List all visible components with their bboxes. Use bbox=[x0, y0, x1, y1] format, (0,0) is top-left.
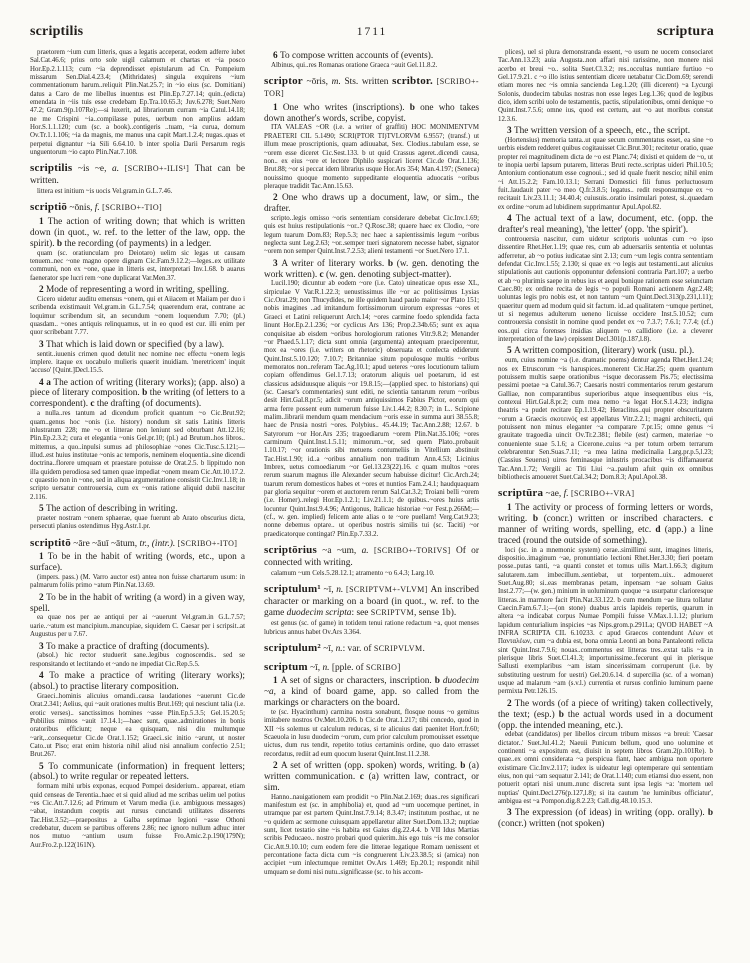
text-segment: scribtor. bbox=[392, 75, 433, 88]
text-segment: b bbox=[142, 388, 150, 399]
text-segment: ~a ~um, bbox=[316, 546, 362, 557]
text-segment: 4 bbox=[39, 671, 50, 682]
text-segment: The words (of a piece of writing) taken collectively, the text; (esp.) bbox=[498, 698, 713, 720]
text-segment: ~ī, bbox=[320, 584, 337, 595]
scriptio-sense-3 bbox=[30, 340, 245, 351]
scriptum-sense-1 bbox=[264, 676, 479, 709]
text-segment: [SCRIBO+-TORIVS] bbox=[368, 546, 456, 556]
text-segment: 6 bbox=[273, 51, 280, 61]
text-segment: That which is laid down or specified (by a law). bbox=[45, 339, 225, 350]
text-segment: b bbox=[56, 238, 65, 249]
text-segment: : var. of bbox=[342, 643, 374, 654]
scriptum-sense-2 bbox=[264, 761, 479, 794]
text-segment: A written composition, (literary) work (usu. pl.). bbox=[513, 346, 695, 357]
text-segment: the writing (of letters to a correspondent). bbox=[30, 388, 245, 410]
text-segment: ~āre ~āuī ~ātum, bbox=[70, 538, 140, 549]
text-segment: A set of signs or characters, inscription. bbox=[280, 676, 435, 687]
scriptito-sense-5 bbox=[30, 762, 245, 784]
text-segment: c bbox=[90, 399, 97, 410]
text-segment: 3 bbox=[507, 808, 515, 819]
text-segment: b bbox=[409, 102, 421, 113]
text-segment: The expression (of ideas) in writing (opp. orally). bbox=[514, 808, 708, 819]
text-segment: (app.) a line traced (round the outside of something). bbox=[498, 524, 713, 546]
text-segment: The actual text of a law, document, etc. (opp. the drafter's real meaning), 'the letter' (opp. 'the spirit'). bbox=[498, 214, 713, 235]
text-segment: 5 bbox=[507, 346, 514, 357]
text-segment: n. bbox=[322, 662, 330, 673]
text-segment: : see bbox=[351, 608, 371, 619]
text-segment: [SCRIBO+-TIO] bbox=[99, 203, 163, 213]
text-segment: a kind of board game, app. so called from the markings or characters on the board. bbox=[264, 687, 479, 709]
text-segment: b bbox=[707, 808, 713, 819]
running-head bbox=[30, 24, 714, 40]
column-right bbox=[498, 49, 713, 949]
text-segment: scriptum bbox=[264, 660, 308, 673]
entry-scriptum bbox=[264, 661, 479, 675]
text-segment: One who writes (inscriptions). bbox=[282, 102, 410, 113]
text-segment: To make a practice of writing (literary works); (absol.) to practise literary composition. bbox=[30, 671, 245, 692]
text-segment: n. bbox=[336, 584, 344, 595]
text-segment: Sts. written bbox=[340, 77, 393, 88]
text-segment: 3 bbox=[273, 258, 282, 269]
scriptum-sense-5 bbox=[498, 346, 713, 357]
text-segment: m. bbox=[331, 77, 341, 88]
text-segment: ~ōnis, bbox=[67, 203, 95, 214]
scriptio-sense-2-citations: Cicero uidetur auditu emensus ~onem, qui et Aiiacem et Maiiam per duo i scribenda existimauit Vel.gram.in G.L.7.54; quaerendum erat, contrane ac loquimur scribendum sit, an secundum ~onem loquendum 7.70; (pl.) quasdam.. ~ones antiquis relinquamus, ut in eo quod est cur. illi enim per quor scribebant 7.77. bbox=[30, 295, 245, 337]
entry-scriptorius bbox=[264, 544, 479, 570]
scriptura-sense-2 bbox=[498, 699, 713, 732]
text-columns bbox=[30, 49, 714, 949]
text-segment: [SCRIBO+-ITO] bbox=[175, 538, 238, 548]
text-segment: SCRIPTVM bbox=[370, 608, 414, 618]
scriptio-sense-2 bbox=[30, 285, 245, 296]
text-segment: f. bbox=[94, 203, 100, 214]
text-segment: , sense 1b). bbox=[413, 608, 457, 619]
scriptio-sense-5-citations: praeter nostram ~onem sphaerae, quae fuerunt ab Arato obscurius dicta, persecuti planius ostendimus Hyg.Astr.1.pr. bbox=[30, 514, 245, 531]
column-middle bbox=[264, 49, 479, 949]
text-segment: 1 bbox=[273, 102, 283, 113]
text-segment: 2 bbox=[273, 761, 281, 772]
running-head-left: scriptilis bbox=[30, 24, 84, 39]
text-segment: One who draws up a document, law, or sim., the drafter. bbox=[264, 193, 479, 215]
scriptito-sense-4-citations: Graeci..hominis alicuius ornandi..causa laudationes ~auerunt Cic.de Orat.2.341; Aelius, qui ~auit orationes multis Brut.169; qui nesciunt talia (i.e. erotic verses).. sanctissimos homines ~asse Plin.Ep.5.3.5; Gel.15.20.5; Publilius mimos ~auit 17.14.1;—haec sunt, quae..admirationes in bonis oratoribus efficiunt; neque ea quisquam, nisi diu multumque ~arit,..consequetur Cic.de Orat.1.152; Graeci..sic initio ~arunt, ut noster Cato..ut Piso; erat enim historia nihil aliud nisi annalium confectio 2.51; Brut.267. bbox=[30, 692, 245, 759]
scriptorius-citations: calamum ~um Cels.5.28.12.1; atramento ~o 6.4.3; Larg.10. bbox=[271, 569, 435, 577]
entry-scriptor bbox=[264, 75, 479, 101]
text-segment: ~ōris, bbox=[302, 77, 332, 88]
text-segment: ~ī, bbox=[320, 643, 336, 654]
text-segment: 3 bbox=[39, 339, 46, 350]
text-segment: ~ae, bbox=[543, 489, 564, 500]
text-segment: (concr.) written or inscribed characters. bbox=[543, 513, 709, 524]
text-segment: a. bbox=[361, 546, 369, 557]
text-segment: scriptūra bbox=[498, 487, 544, 500]
scriptito-sense-1-citations: (impers. pass.) (M. Varro auctor est) antea non fuisse chartarum usum: in palmarum foliis primo ~atum Plin.Nat.13.69. bbox=[30, 574, 245, 590]
text-segment: (w. gen. denoting the work written). bbox=[264, 258, 479, 280]
entry-scriptulum-2 bbox=[264, 642, 479, 656]
text-segment: the drafting (of documents). bbox=[96, 399, 202, 410]
text-segment: 1 bbox=[507, 503, 516, 514]
text-segment: Of or connected with writing. bbox=[264, 546, 479, 568]
text-segment: scriptōrius bbox=[264, 544, 317, 557]
text-segment: To compose written accounts of (events). bbox=[279, 51, 434, 61]
text-segment: (a) written law, contract, or sim. bbox=[264, 771, 479, 793]
text-segment: A writer of literary works. bbox=[281, 258, 388, 269]
scriptor-sense-3 bbox=[264, 259, 479, 281]
scriptio-sense-4 bbox=[30, 378, 245, 411]
text-segment: n. bbox=[335, 643, 343, 654]
scriptilis-citations: littera est initium ~is uocis Vel.gram.in G.L.7.46. bbox=[37, 187, 173, 195]
text-segment: scriptiō bbox=[30, 201, 68, 214]
text-segment: To be in the habit of writing (a word) in a given way, spell. bbox=[30, 592, 245, 614]
text-segment: A set of written (opp. spoken) words, writing. bbox=[280, 761, 461, 772]
text-segment: the actual words used in a document (opp. the intended meaning, etc.). bbox=[498, 709, 713, 731]
text-segment: scriptor bbox=[264, 75, 303, 88]
text-segment: 5 bbox=[39, 761, 49, 772]
text-segment: b bbox=[460, 761, 469, 772]
text-segment: An inscribed character or marking on a board (in quot., w. ref. to the game bbox=[264, 584, 479, 619]
scriptito-sense-3-citations: (absol.) hic rector studuerit sane..legibus cognoscendis.. sed se responsitando et lectitando et ~ando ne impediat Cic.Rep.5.5. bbox=[30, 652, 245, 668]
text-segment: b bbox=[387, 258, 397, 269]
scriptito-sense-3 bbox=[30, 642, 245, 653]
text-segment: f. bbox=[563, 489, 569, 500]
scriptio-sense-3-citations: sentit..iuuenis crimen quod detulit nec nomine nec effectu ~onem legis implere. itaque ex uocabulo mulieris quaerit inuidiam. 'meretricem' inquit 'accuso' [Quint.]Decl.15.5. bbox=[30, 350, 245, 375]
text-segment: b bbox=[434, 676, 443, 687]
text-segment: 2 bbox=[273, 193, 282, 204]
scriptura-sense-2-citations: edebat (candidatos) per libellos circum tribum missos ~a breui: 'Caesar dictator..' Suet.Jul.41.2; Naeuii Punicum bellum, quod uno uolumine et continenti ~a expositum est, diuisit in septem libros Gram.2(p.101Re). b quae..ex omni considerata ~a perspicua fiant, haec ambigua non oportere existimare Cic.Inv.2.117; iudex is uideatur legi optemperare qui sententiam eius, non qui ~am sequatur 2.141; de Orat.1.140; cum etiamsi duo essent, non potuerit optari nisi unum..nunc discreta sunt ipsa legis ~a: 'mortem uel nuptias' Quint.Decl.276(p.127,l.8); si ita cautum 'ne luminibus officiatur', ambigua est ~a Pompon.dig.8.2.23; Call.dig.48.10.15.3. bbox=[498, 731, 713, 806]
text-segment: To be in the habit of writing (words, etc., upon a surface). bbox=[30, 552, 245, 574]
scriptum-sense-4-citations: controuersia nascitur, cum uidetur scriptoris uoluntas cum ~o ipso dissentire Rhet.Her.1.19; quae res, cum ab aduersariis sententia et uoluntas adferretur, ab ~o potius iudicatae sint 2.13; cum ~um legis contra sententiam defendat Cic.Inv.1.55; 2.130; si quae ex ~o legis aut testamenti..aut alicuius stipulationis aut cautionis opponuntur defensioni contraria Part.107; a uerbo et ab ~o plurimis saepe in rebus ius et aequi bonique rationem esse seiunctam Caec.80; ex ordine recita de legis ~o populi Romani actionem Agr.2.48; uoluntas legis pro nobis est, et non tantum ~um Quint.Decl.313(p.231,l.11); quaeritur quem ad modum quid sit factum. id..ad qualitatem ~umque pertinet, ut si negemus adulterum ueneno licuisse occidere Inst.5.10.52; cum controuersia consistit in nomine quod pendet ex ~o 7.3.7; 7.6.1; 7.7.4; (cf.) eos..qui circa forenses insidias aliquem ~o callidiore (i.e. a cleverer interpretation of the law) cepissent Decl.301(p.187,l.8). bbox=[498, 235, 713, 343]
scriptum-sense-3 bbox=[498, 126, 713, 137]
scriptor-sense-2 bbox=[264, 193, 479, 215]
scriptito-sense-2-citations: ea quae nos per ae antiqui per ai ~auerunt Vel.gram.in G.L.7.57; uarie..~atum est mancipium..mancupiae, siquidem C. Caesar per i scripsit..at Augustus per u 7.67. bbox=[30, 614, 245, 639]
text-segment: ] bbox=[397, 662, 401, 673]
scriptio-sense-1-citations: quam (sc. oratiunculam pro Deiotaro) uelim sic legas ut causam tenuem..nec ~one magno opere dignam Cic.Fam.9.12.2;—leges..ex utilitate communi, non ex ~one, quae in litteris est, interpretari Inv.1.68. b auarus faenerator spe lucri rem ~one duplicarat Var.Men.37. bbox=[30, 249, 245, 282]
text-segment: scriptitō bbox=[30, 536, 71, 549]
text-segment: c bbox=[708, 513, 713, 524]
text-segment: The action of describing in writing. bbox=[45, 503, 178, 514]
text-segment: The action of writing (literary works); (app. also) a piece of literary composition. bbox=[30, 377, 245, 399]
scriptito-sense-6-citations: Albinus, qui..res Romanas oratione Graeca ~auit Gel.11.8.2. bbox=[271, 61, 438, 69]
scriptor-sense-3-citations: Lucil.190; dicuntur ab eodem ~ore (i.e. Cato) uineaticae opus esse XL, sirpiculae V Var.R.1.22.3; uenustissimus ille ~or ac politissimus Lysias Cic.Orat.29; non Thucydides, ne ille quidem haud paulo maior ~or Plato 151; nobis imagines ..ad imitandum fortissimorum uirorum expressas ~ores et Graeci et Latini reliquerunt Arch.14; ~ores carmine foedo splendida facta linunt Hor.Ep.2.1.236; ~or cyclicus Ars 136; Prop.2.34b.65; sunt ex aqua conquisitae ab eisdem ~oribus horologiorum rationes Vitr.9.8.2; Menander ~or Phaed.5.1.17; dicta sunt omnia (argumenta) antequam praeciperentur, mox ea ~ores (i.e. writers on rhetoric) obseruata et conlecta ediderunt Quint.Inst.5.10.120; 7.10.7; Britanniae situm populosque multis ~oribus memoratos non..referam Tac.Ag.10.1; apud ueteres ~ores locutionum talium copiam offendimus Gel.1.7.13; oratorum aliquis uel poetarum, id est classicus adsiduusque aliquis ~or 19.8.15;—(applied spec. to historians) qui (sc. Caesar's commentaries) sunt editi, ne scientia tantarum rerum ~oribus desit Hirt.Gal.8.pr.5; adicit ~orum antiquissimos Fabius Pictor, eorum qui arma ferre possent eum numerum fuisse Liv.1.44.2; 8.30.7; in L.. Scipione malim..librarii mendum quam mendacium ~oris esse in summa auri 38.55.8; haec de Prusia nostri ~ores. Polybius.. 45.44.19; Tac.Ann.2.88; 12.67. b Satyrorum ~or Hor.Ars 235; tragoediarum ~orem Plin.Nat.35.106; ~ores carminum Quint.Inst.1.5.11; mimorum..~or, sed quem Plato..probauit 1.10.17; ~or orationis sibi metuens contumeliis in Vitellium abstinuit Tac.Hist.1.90; id..a ~oribus annalium non traditum Ann.4.53; Licinius Imbrex, uetus comoediarum ~or Gel.13.23(22).16. c quam multos ~ores rerum suarum magnus ille Alexander secum habuisse dicitur! Cic.Arch.24; tuarum rerum domesticos habes et ~ores et nuntios Fam.2.4.1; haudquaquam par gloria sequitur ~orem et auctorem rerum Sal.Cat.3.2; Troiani belli ~orem (i.e. Homer)..relegi Hor.Ep.1.2.1; Liv.21.1.1; de quibus..~ores huius artis locuntur Quint.Inst.9.4.96; Antigonus, Italicae historiae ~or Fest.p.266M;—(cf., w. gen. implied) felicem ante alias o te ~ore puellam! Verg.Cat.9.23; nonne debemus optare.. ut operibus nostris similis tui (sc. Taciti) ~or praedicatorque contingat? Plin.Ep.7.33.2. bbox=[264, 280, 479, 538]
text-segment: [SCRIBO+-ILIS¹] bbox=[119, 164, 195, 174]
scriptito-sense-5-citations: formam mihi urbis exponas, ecquod Pompei desiderium.. appareat, etiam quid censeas de Terentia..haec et si quid aliud ad me scribas uelim uel potius ~es Cic.Att.7.12.6; ad Primum et Varum media (i.e. ambiguous messages) ~abat, instandum coeptis aut rursus cunctandi utilitates disserens Tac.Hist.3.52;—praepositus a Galba septimae legioni ~asse Othoni credebatur, ducem se partibus offerens 2.86; nec ignoro nullum adhuc inter nos mutuo ~antium usum fuisse Fro.Amic.2.p.190(179N); Aur.Fro.2.p.122(161N). bbox=[30, 783, 245, 849]
text-segment: [SCRIBO+-TOR] bbox=[264, 77, 479, 98]
entry-scriptilis bbox=[30, 162, 245, 188]
text-segment: (concr.) written (not spoken) bbox=[498, 819, 605, 830]
entry-scriptura bbox=[498, 487, 713, 501]
text-segment: . bbox=[422, 643, 425, 654]
text-segment: SCRIBO bbox=[365, 662, 398, 672]
text-segment: (a) written communication. bbox=[264, 761, 479, 782]
text-segment: 1 bbox=[39, 217, 48, 228]
text-segment: 3 bbox=[39, 641, 46, 652]
scriptum-sense-2-citations: Hanno..nauigationem eam prodidit ~o Plin.Nat.2.169; duas..res significari manifestum est (sc. in amphibolia) et, quod ad ~um uocemque pertinet, in utramque par est partem Quint.Inst.7.9.14; 8.3.47; institutum posthac, ut ne ~o quidem ac sermone cuiusquam appellaretur aliter Suet.Dom.13.2; nuptiae sunt, licet testatio sine ~is habita est Gaius dig.22.4.4. b VII Idus Martias scribis Peducaeo.. nostro probari quod quierim..his ego tuis ~is me consolor Cic.Att.9.10.10; cum eodem fere die litterae legatique Romam uenissent et percontatione facta dicta cum ~is congruerent Liv.23.38.5; si (amica) non accipiet ~um inlectumque remittet Ov.Ars 1.469; Ep.20.1; respondit nihil umquam se domi nisi nutu..significasse (sc. to his accom- bbox=[264, 793, 479, 876]
text-segment: a. bbox=[112, 164, 120, 175]
running-head-right: scriptura bbox=[656, 24, 714, 39]
text-segment: To communicate (information) in frequent letters; (absol.) to write regular or repeated letters. bbox=[30, 761, 245, 783]
text-segment: c bbox=[359, 771, 369, 782]
text-segment: scriptilis bbox=[30, 162, 73, 175]
text-segment: scriptulum² bbox=[264, 641, 321, 654]
text-segment: 4 a bbox=[39, 377, 54, 388]
text-segment: duodecim ~a, bbox=[264, 676, 479, 698]
scriptum-sense-1-citations: te (sc. Hyacinthum) carmina nostra sonabunt, flosque nouus ~o gemitus imitabere nostros Ov.Met.10.206. b Cic.de Orat.1.217; tibi concedo, quod in XII ~is solemus ut calculum reducas, si te alicuius dati paenitet Hort.fr.60; Scaeuola in lusu duodecim ~orum, cum prior calculum promouisset essetque uictus, dum rus tendit, repetito totius certaminis ordine, quo dato errasset recordatus, rediit ad eum quocum luserat Quint.Inst.11.2.38. bbox=[264, 709, 479, 758]
text-segment: That can be written. bbox=[30, 164, 245, 187]
scriptum-sense-2-citations-continued: plices), uel si plura demonstranda essent, ~o usum ne uocem consociaret Tac.Ann.13.23; auia Augusta..non affari nisi rarissime, non monere nisi acerbo et breui ~o.. solita Suet.Cl.3.2; res..occultas nuntiare furtiuo ~o Gel.17.9.21. c ~o illo istius sententiam dicere uetabatur Cic.Dom.69; serendi etiam mores nec ~is omnia sancienda Leg.1.20; (illi dicerent) ~a Lycurgi Solonis, duodecim tabulas nostras non esse leges Leg.1.36; quod de legibus dico, idem scribi uolo de testamentis, pactis, stipulationibus, omni denique ~o Quint.Inst.7.5.6; omne ius, quod est certum, aut ~o aut moribus constat 12.3.6. bbox=[498, 49, 713, 123]
text-segment: d bbox=[655, 524, 665, 535]
scriptum-sense-3-citations: (Hortensius) memoria tanta..ut quae secum commentatus esset, ea sine ~o uerbis eisdem redderet quibus cogitauisset Cic.Brut.301; recitetur oratio, quae propter rei magnitudinem dicta de ~o est Planc.74; dixisti et quidem de ~o, ut te inopia uerbi lapsum putarem, litteras Bruti recte..scriptas uideri Phil.10.5; Antonium contionatum esse cognoui..; sed id quale fuerit nescio; nihil enim ~i Att.15.2.2; Fam.10.13.1; Serrani Domestici fili funus perluctuosum fuit..laudauit pater ~o meo Q.fr.3.8.5; legatus.. redit responsumque ex ~o recitauit Liv.23.11.1; 34.40.4; cuiusuis..oratio insimulari potest, si..quaedam ex ordine ~orum ad lubidinem supprimantur Apul.Apol.82. bbox=[498, 136, 713, 211]
scriptito-sense-2 bbox=[30, 593, 245, 615]
text-segment: The activity or process of forming letters or words, writing. bbox=[498, 503, 713, 524]
scriptito-sense-4 bbox=[30, 671, 245, 693]
text-segment: the recording (of payments) in a ledger. bbox=[64, 238, 212, 249]
scriptor-sense-2-citations: scripto..legis omisso ~oris sententiam considerare debebat Cic.Inv.1.69; quis est huius restipulationis ~or..? Q.Rosc.38; quaere haec ex Clodio, ~ore legum tuarum Dom.83; Rep.5.3; nec haec a sapientissimis legum ~oribus neglecta sunt Leg.2.63; ~or..semper tueri signatorem necesse habet, signator ~orem non semper Quint.Inst.7.2.53; alieni testamenti ~or Suet.Nero 17.1. bbox=[264, 214, 479, 256]
text-segment: 1 bbox=[273, 676, 281, 687]
text-segment: [SCRIPTVM+-VLVM] bbox=[343, 584, 431, 594]
scriptura-sense-1-citations: loci (sc. in a mnemonic system) cerae..simillimi sunt, imagines litteris, dispositio..imaginum ~ae, pronuntiatio lectioni Rhet.Her.3.30; fieri poetam posse..putas tanti, ~a quanti constet et tomus uilis Mart.1.66.3; digitum salutarem..tam imbecillum..sentiebat, ut torpentem..uix.. admoueret Suet.Aug.80; si..eas membranas petam, inpensam ~ae soluam Gaius Inst.2.77;—(w. gen.) minium in uoluminum quoque ~a usurpatur clarioresque litteras..in marmore facit Plin.Nat.33.122. b cum mendum ~ae litura tollatur Caecin.Fam.6.7.1;—(on stone) duabus arcis lapideis repertis, quarum in altera ~a indicabat corpus Numae Pompili fuisse V.Max.1.1.12; plurium lapidum centurialium inspicies ~as Nips.grom.p.291La; QVOD HABET ~A INFRA SCRIPTA CIL 6.10233. c apud Graecos contendunt Λέων et Πανταλέων, cum ~a dubia est, bona omnia Leonti an bona Pantaleonti relicta sint Quint.Inst.7.9.6; nouas..commentus est litteras tres..extat talis ~a in plerisque libris Suet.Cl.41.3; importunissime..fecerunt qui in plerisque Sallusti exemplaribus ~am istam sincerissimam corruperunt (i.e. by substituting uestrum for uestri) Gel.20.6.14. d supercilia (sc. of a woman) usque ad malarum ~am (s.v.l.) currentia et rursus confinio luminum paene permixta Petr.126.15. bbox=[498, 546, 713, 696]
scriptor-sense-1-citations: ITA VALEAS ~OR (i.e. a writer of graffiti) HOC MONIMENTVM PRAETERI CIL 5.1490; SCRI(PTOR TI)TVLORVM 6.9557; (transf.) ut illum meae proscriptionis, quam adiuuabat, Sex. Clodius..tabulam esse, se ~orem esse diceret Cic.Sest.133. b ut quid Crassus ageret..dicendi causa, non.. ex eius ~ore et lectore Diphilo suspicari liceret Cic.de Orat.1.136; Brut.88; ~or si peccat idem librarius usque Hor.Ars 354; Man.4.197; (Seneca) nouissimo quoque momento suppeditante eloquentia aduocatis ~oribus pleraque tradidit Tac.Ann.15.63. bbox=[264, 124, 479, 190]
text-segment: b bbox=[532, 513, 544, 524]
text-segment: manner of writing words, spelling, etc. bbox=[498, 524, 656, 535]
text-segment: ~ī, bbox=[307, 662, 323, 673]
text-segment: 5 bbox=[39, 503, 46, 514]
text-segment: To make a practice of drafting (documents). bbox=[45, 641, 210, 652]
scriptor-sense-1 bbox=[264, 103, 479, 125]
text-segment: duodecim scripta bbox=[286, 608, 352, 619]
text-segment: [pple. of bbox=[329, 662, 366, 673]
text-segment: ~is ~e, bbox=[72, 164, 113, 175]
column-left bbox=[30, 49, 245, 949]
text-segment: [SCRIBO+-VRA] bbox=[568, 489, 635, 499]
text-segment: The action of writing down; that which is written down (in quot., w. ref. to the letter of the law, opp. the spirit). bbox=[30, 217, 245, 249]
text-segment: (w. gen. denoting subject-matter). bbox=[325, 269, 452, 280]
scriptum-sense-4 bbox=[498, 214, 713, 236]
scriptio-sense-4-citations: a nulla..res tantum ad dicendum proficit quantum ~o Cic.Brut.92; quam..genus hoc ~onis (i.e. history) nondum sit satis Latinis litteris inlustratum 228; me ~o et litterae non leniunt sed obturbant Att.12.16; Plin.Ep.2.3.2; cura et elegantia ~onis Gel.pr.10; (pl.) ad Brutum..hos libros.. mittemus, a quo..inpulsi sumus ad philosophiae ~ones Cic.Tusc.5.121;—illud..est huius institutae ~onis ac temporis, neminem eloquentia..sine dicendi doctrina..florere umquam et praestare potuisse de Orat.2.5. b lippitudo non illa quidem perodiosa sed tamen quae impediat ~onem meam Cic.Att.10.17.2. c quaestio non in ~one, sed in aliqua argumentatione consistit Cic.Inv.1.18; in scripto uersatur controuersia, cum ex ~onis ratione aliquid dubii nascitur 2.116. bbox=[30, 410, 245, 501]
scriptito-sense-6 bbox=[264, 51, 479, 62]
scriptura-sense-3 bbox=[498, 808, 713, 830]
scriptura-sense-1 bbox=[498, 503, 713, 547]
text-segment: tr., (intr.). bbox=[139, 538, 176, 549]
text-segment: one who takes down another's words, scribe, copyist. bbox=[264, 102, 479, 124]
text-segment: b bbox=[558, 709, 568, 720]
text-segment: scriptulum¹ bbox=[264, 582, 321, 595]
scriptito-sense-1 bbox=[30, 552, 245, 574]
text-segment: 3 bbox=[507, 126, 514, 137]
entry-scriptito bbox=[30, 537, 245, 551]
entry-scriptulum-1 bbox=[264, 583, 479, 620]
scriptio-sense-5 bbox=[30, 504, 245, 515]
page-number: 1711 bbox=[356, 26, 388, 38]
entry-scriptio bbox=[30, 201, 245, 215]
text-segment: 4 bbox=[507, 214, 516, 225]
text-segment: 2 bbox=[39, 592, 47, 603]
scriptum-sense-5-citations: eum, cuius nomine ~a (i.e. dramatic poems) dentur agenda Rhet.Her.1.24; nos ex Etruscorum ~is haruspices..monerent Cic.Har.25; quem quantum potuissem multis saepe orationibus ~isque decorassem Pis.75; electissima pessimi poetae ~a Catul.36.7; Caesaris nostri commentarios rerum gestarum Galliae, non comparantibus superioribus atque insequentibus eius ~is, contexui Hirt.Gal.8.pr.2; cum mea nemo ~a legat Hor.S.1.4.23; indigna theatris ~a pudet recitare Ep.1.19.42; Heraclitus..qui propter obscuritatem ~orum a Graecis σκοτεινός est appellatus Vitr.2.2.1; magni architecti, qui potuissent non minus eleganter ~a comparare 7.pr.15; omne genus ~i grauitate tragoedia uincit Ov.Tr.2.381; flebile (est) carmen, materiae ~o conueniente suae 5.1.6; a Cicerone..cuius ~a per totum orbem terrarum celebrarentur Sen.Suas.7.11; ~a mea latina medicinalia Larg.pr.p.5,l.23; (Cassius Seuerus) uiros feminasque inlustris procacibus ~is diffamauerat Tac.Ann.1.72; Vergili ac Titi Liui ~a..paulum afuit quin ex omnibus bibliothecis amoueret Suet.Cal.34.2; Dom.8.3; Apul.Apol.38. bbox=[498, 357, 713, 481]
text-segment: 2 bbox=[39, 285, 46, 296]
scrinium-continuation-citations: praetorem ~ium cum litteris, quas a legatis acceperat, eodem adferre iubet Sal.Cat.46.6; prius orto sole uigil calamum et chartas et ~ia posco Hor.Ep.2.1.113; cum ~ia deprendisset epistularum ad Cn. Pompeium missarum Sen.Dial.4.23.4; (Mithridates) singula exquirens ~ium commentationum harum..reliquit Plin.Nat.25.7; in ~io eius (sc. Domitiani) datus a Caro de me libellus inuentus est Plin.Ep.7.27.14; quin..(edicta) emendata in ~iis tuis esse credebam Ep.Tra.10.65.3; Juv.6.278; Suet.Nero 47.2; Gram.9(p.107Re);—si luxerit, ad librariorum curram ~ia Catul.14.18; ne me Crispini ~ia..compilasse putes, uerbum non amplius addam Hor.S.1.1.120; cum (sc. a book)..contigeris ..tuam, ~ia curua, domum Ov.Tr.1.1.106; ~ia da magnis, me manus una capit Mart.1.2.4; nugas..quas et perpetui dignantur ~ia Sili 6.64.10. b inter spolia Darii Persarum regis unguentorum ~io capto Plin.Nat.7.108. bbox=[30, 49, 245, 157]
text-segment: The written version of a speech, etc., the script. bbox=[513, 126, 691, 137]
text-segment: c bbox=[319, 269, 326, 280]
text-segment: 1 bbox=[39, 552, 48, 563]
scriptulum-1-citations: est genus (sc. of game) in totidem tenui ratione redactum ~a, quot menses lubricus annus habet Ov.Ars 3.364. bbox=[264, 620, 479, 636]
text-segment: SCRIPVLVM bbox=[373, 643, 423, 653]
text-segment: Mode of representing a word in writing, spelling. bbox=[45, 285, 230, 296]
text-segment: 2 bbox=[507, 698, 515, 709]
scriptio-sense-1 bbox=[30, 217, 245, 250]
